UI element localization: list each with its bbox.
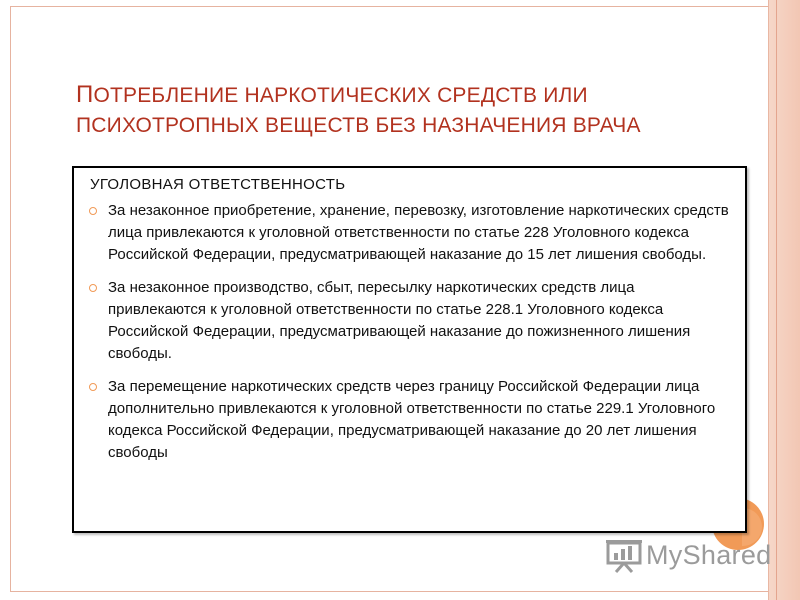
content-box	[72, 166, 747, 533]
bullet-text: За перемещение наркотических средств через границу Российской Федерации лица дополнительно привлекаются к уголовной ответственности по статье 229.1 Уголовного кодекса Российской Федерации, предусматривающей наказание до 20 лет лишения свободы	[108, 378, 716, 461]
slide-title	[76, 80, 716, 141]
watermark	[604, 535, 771, 575]
list-item	[86, 277, 734, 365]
bullet-circle-icon	[89, 284, 97, 292]
bullet-circle-icon	[89, 383, 97, 391]
list-item	[86, 376, 734, 464]
bullet-text: За незаконное производство, сбыт, пересылку наркотических средств лица привлекаются к уголовной ответственности по статье 228.1 Уголовного кодекса Российской Федерации, предусматривающей наказание до пожизненного лишения свободы.	[108, 279, 691, 362]
list-item	[86, 200, 734, 266]
title-first-letter: П	[76, 81, 94, 108]
decorative-band-line	[776, 0, 777, 600]
bullet-circle-icon	[89, 207, 97, 215]
bullet-list	[86, 200, 734, 475]
decorative-side-band	[768, 0, 800, 600]
content-heading: УГОЛОВНАЯ ОТВЕТСТВЕННОСТЬ	[90, 176, 346, 193]
bullet-text: За незаконное приобретение, хранение, перевозку, изготовление наркотических средств лица привлекаются к уголовной ответственности по статье 228 Уголовного кодекса Российской Федерации, предусматривающей наказание до 15 лет лишения свободы.	[108, 202, 729, 263]
watermark-text: MyShared	[646, 539, 772, 570]
presentation-board-icon	[604, 537, 644, 573]
title-text: ОТРЕБЛЕНИЕ НАРКОТИЧЕСКИХ СРЕДСТВ ИЛИ ПСИХОТРОПНЫХ ВЕЩЕСТВ БЕЗ НАЗНАЧЕНИЯ ВРАЧА	[76, 84, 641, 137]
